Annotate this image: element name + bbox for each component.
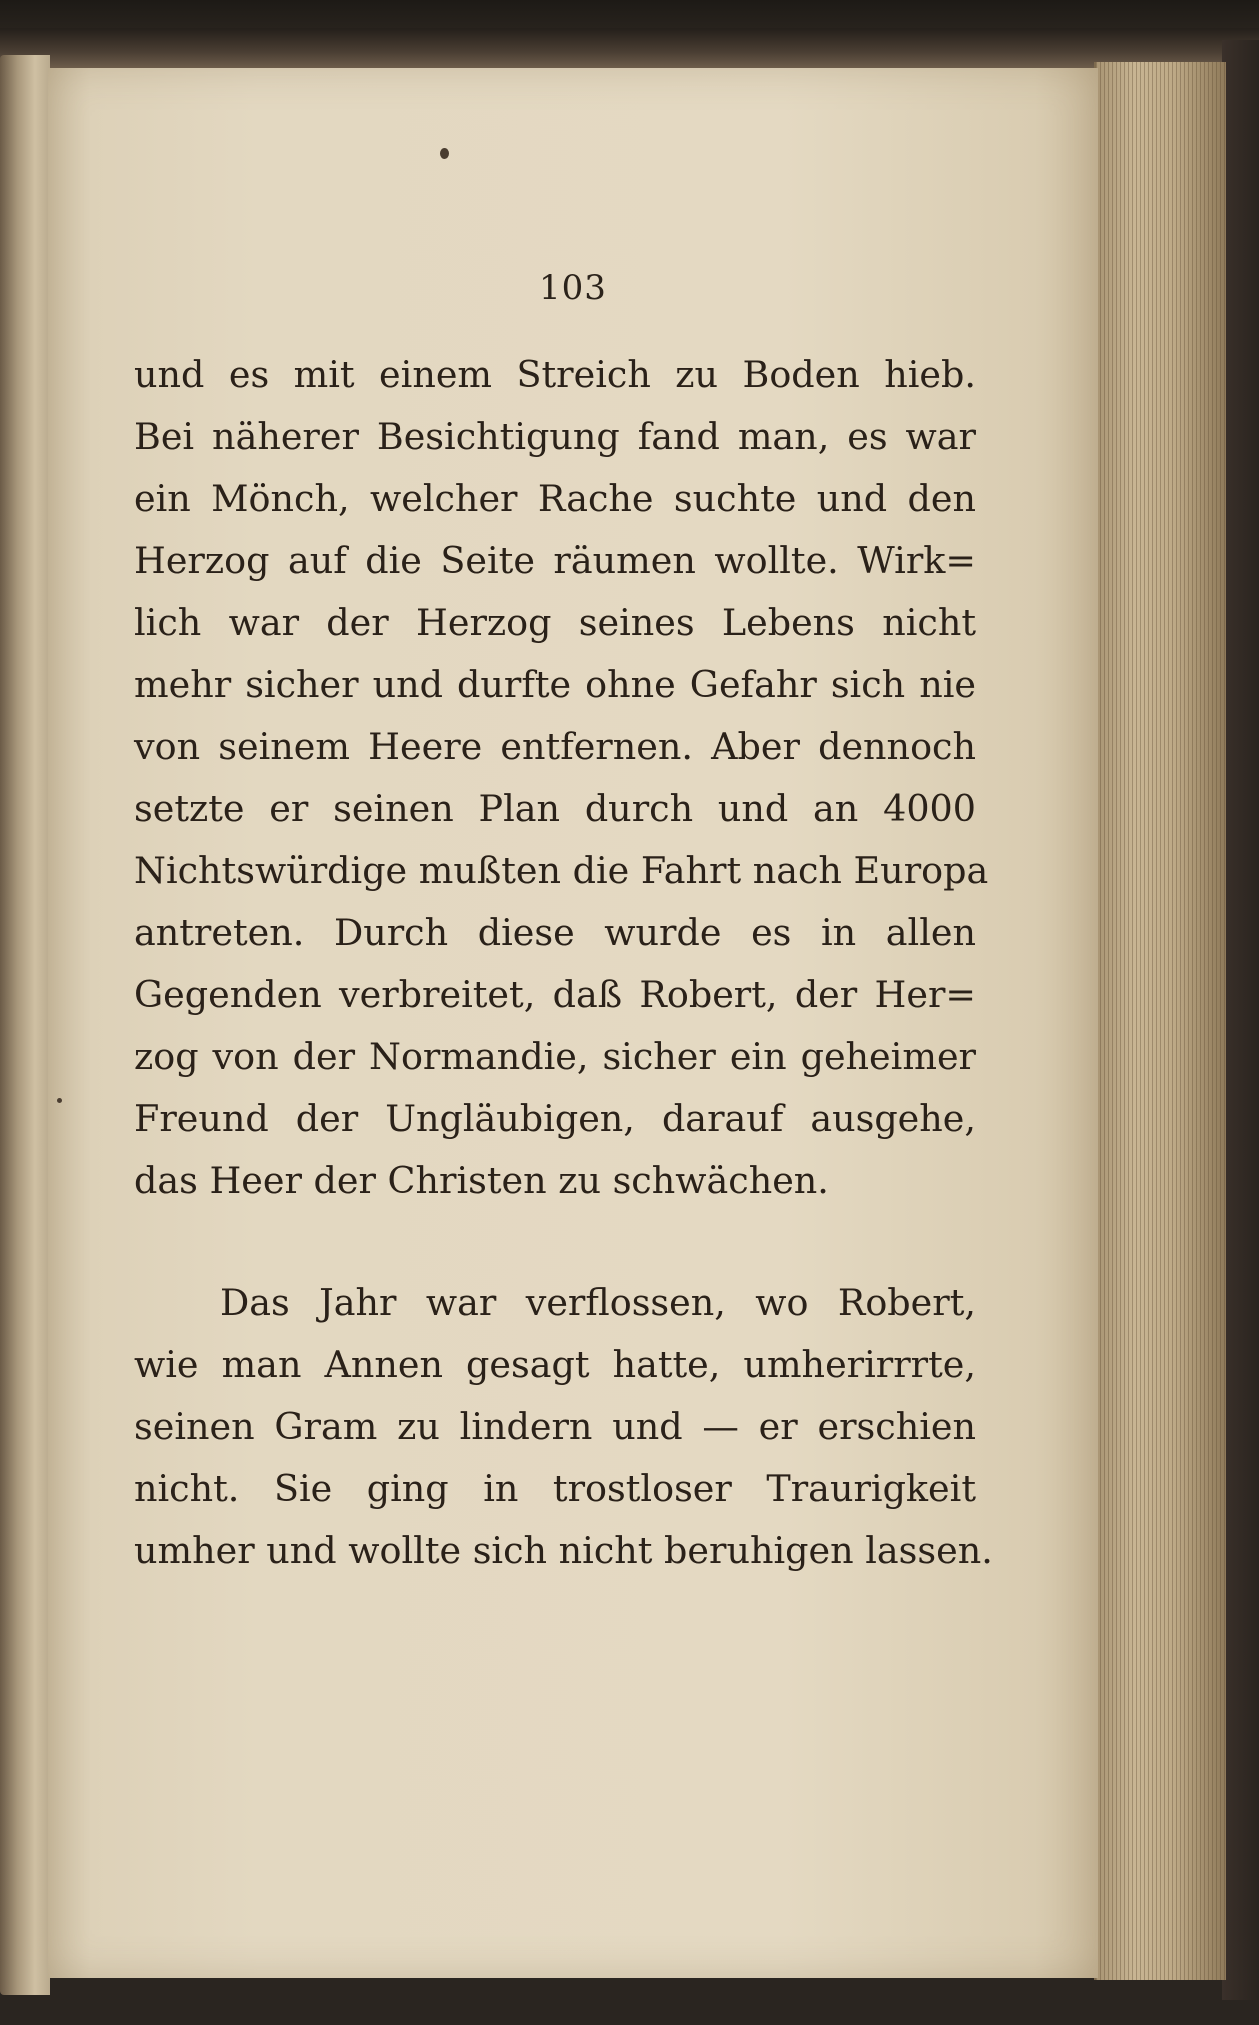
text-line: wie man Annen gesagt hatte, umherirrrte,	[134, 1343, 976, 1386]
text-line: zog von der Normandie, sicher ein geheimer	[134, 1035, 976, 1078]
page-stack-fore-edge	[1094, 62, 1226, 1980]
text-line: ein Mönch, welcher Rache suchte und den	[134, 477, 976, 520]
text-line: Nichtswürdige mußten die Fahrt nach Europa	[134, 849, 989, 892]
text-line: Bei näherer Besichtigung fand man, es war	[134, 415, 976, 458]
text-line: antreten. Durch diese wurde es in allen	[134, 911, 976, 954]
text-line: seinen Gram zu lindern und — er erschien	[134, 1405, 976, 1448]
previous-page-edge	[0, 55, 50, 1995]
text-line: lich war der Herzog seines Lebens nicht	[134, 601, 976, 644]
text-line: und es mit einem Streich zu Boden hieb.	[134, 353, 976, 396]
text-line: umher und wollte sich nicht beruhigen lassen.	[134, 1529, 993, 1572]
page-number: 103	[539, 268, 607, 308]
book-top-edge	[0, 28, 1259, 68]
ink-speck	[57, 1098, 62, 1103]
text-line: Freund der Ungläubigen, darauf ausgehe,	[134, 1097, 976, 1140]
text-line: Herzog auf die Seite räumen wollte. Wirk=	[134, 539, 976, 582]
paragraph-1	[134, 344, 989, 1212]
text-line: setzte er seinen Plan durch und an 4000	[134, 787, 976, 830]
text-line: Das Jahr war verflossen, wo Robert,	[220, 1281, 976, 1324]
text-line: von seinem Heere entfernen. Aber dennoch	[134, 725, 976, 768]
book-page	[48, 68, 1098, 1978]
text-line: Gegenden verbreitet, daß Robert, der Her=	[134, 973, 976, 1016]
ink-speck	[440, 148, 449, 159]
book-cover-edge	[1222, 40, 1259, 2000]
text-line: mehr sicher und durfte ohne Gefahr sich nie	[134, 663, 976, 706]
text-line: das Heer der Christen zu schwächen.	[134, 1159, 829, 1202]
text-line: nicht. Sie ging in trostloser Traurigkeit	[134, 1467, 976, 1510]
paragraph-2	[134, 1272, 993, 1582]
